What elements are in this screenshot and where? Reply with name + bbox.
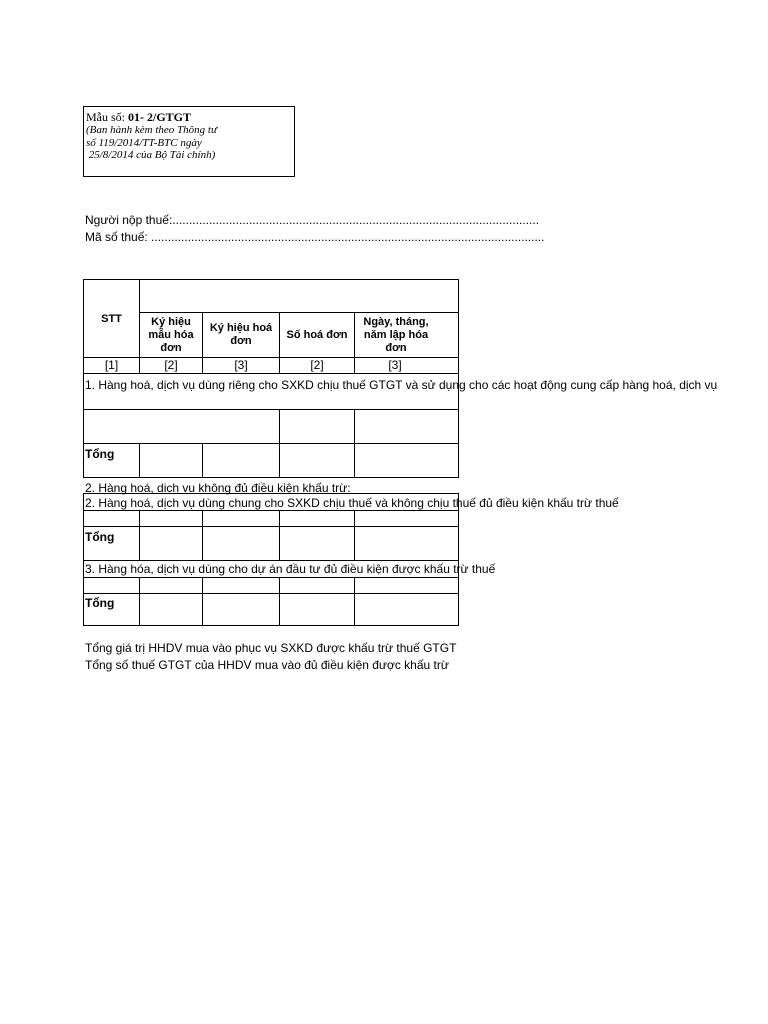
total-row-1-cell bbox=[279, 443, 355, 478]
section-2-blank-cell bbox=[202, 510, 280, 527]
form-number bbox=[86, 110, 294, 124]
total-row-3-cell bbox=[139, 593, 203, 626]
section-2-blank-cell bbox=[83, 510, 140, 527]
total-row-3-cell bbox=[279, 593, 355, 626]
total-row-2-cell bbox=[279, 526, 355, 561]
legal-basis-line-3: 25/8/2014 của Bộ Tài chính) bbox=[86, 149, 216, 161]
form-number-code: 01- 2/GTGT bbox=[128, 110, 192, 124]
section-3-blank-cell bbox=[202, 577, 280, 594]
section-3-blank-cell bbox=[354, 577, 459, 594]
header-ky-hieu-hoa-don: Ký hiệu hoá đơn bbox=[209, 322, 273, 347]
section-2a-title: 2. Hàng hoá, dịch vụ không đủ điều kiện khấu trừ: bbox=[85, 481, 351, 495]
total-label-2: Tổng bbox=[85, 530, 115, 544]
index-label: [2] bbox=[310, 358, 324, 372]
total-row-3-cell bbox=[202, 593, 280, 626]
section-1-blank-cell bbox=[354, 409, 459, 444]
section-3-blank-cell bbox=[83, 577, 140, 594]
section-2-blank-cell bbox=[279, 510, 355, 527]
section-2b-title: 2. Hàng hoá, dịch vụ dùng chung cho SXKD chịu thuế và không chịu thuế đủ điều kiện khấu trừ thuế bbox=[85, 496, 619, 510]
header-ky-hieu-mau: Ký hiệu mẫu hóa đơn bbox=[148, 315, 194, 354]
section-1-title: 1. Hàng hoá, dịch vụ dùng riêng cho SXKD chịu thuế GTGT và sử dụng cho các hoạt động cung cấp hàng hoá, dịch vụ bbox=[85, 378, 718, 392]
total-row-2-cell bbox=[139, 526, 203, 561]
section-3-blank-cell bbox=[279, 577, 355, 594]
index-label: [3] bbox=[388, 358, 402, 372]
invoice-table bbox=[80, 270, 718, 690]
header-cell-group bbox=[139, 279, 459, 313]
header-so-hoa-don: Số hoá đơn bbox=[286, 328, 348, 341]
total-row-2-cell bbox=[354, 526, 459, 561]
index-label: [1] bbox=[104, 358, 119, 372]
total-row-1-cell bbox=[354, 443, 459, 478]
section-3-blank-cell bbox=[139, 577, 203, 594]
section-1-blank-cell bbox=[279, 409, 355, 444]
form-code-box bbox=[83, 106, 295, 177]
index-label: [2] bbox=[164, 358, 178, 372]
total-label-3: Tổng bbox=[85, 596, 115, 610]
total-row-1-cell bbox=[202, 443, 280, 478]
total-row-3-cell bbox=[354, 593, 459, 626]
total-row-1-cell bbox=[139, 443, 203, 478]
index-label: [3] bbox=[234, 358, 248, 372]
footer-total-value-line: Tổng giá trị HHDV mua vào phục vụ SXKD được khấu trừ thuế GTGT bbox=[85, 641, 457, 655]
section-2-blank-cell bbox=[139, 510, 203, 527]
form-number-label: Mẫu số: bbox=[86, 110, 128, 124]
footer-total-tax-line: Tổng số thuế GTGT của HHDV mua vào đủ điều kiện được khấu trừ bbox=[85, 658, 449, 672]
legal-basis-line-2: số 119/2014/TT-BTC ngày bbox=[86, 136, 202, 149]
total-label-1: Tổng bbox=[85, 447, 115, 461]
header-ngay-lap: Ngày, tháng, năm lập hóa đơn bbox=[363, 315, 429, 354]
total-row-2-cell bbox=[202, 526, 280, 561]
header-stt: STT bbox=[101, 312, 122, 325]
section-3-title: 3. Hàng hóa, dịch vụ dùng cho dự án đầu tư đủ điều kiện được khấu trừ thuế bbox=[85, 562, 496, 576]
tax-code-line: Mã số thuế: ...................................................................................................................... bbox=[85, 230, 545, 244]
legal-basis-line-1: (Ban hành kèm theo Thông tư bbox=[86, 124, 217, 136]
taxpayer-name-line: Người nộp thuế:.............................................................................................................. bbox=[85, 213, 540, 227]
section-2-blank-cell bbox=[354, 510, 459, 527]
section-1-blank-merged bbox=[83, 409, 280, 444]
